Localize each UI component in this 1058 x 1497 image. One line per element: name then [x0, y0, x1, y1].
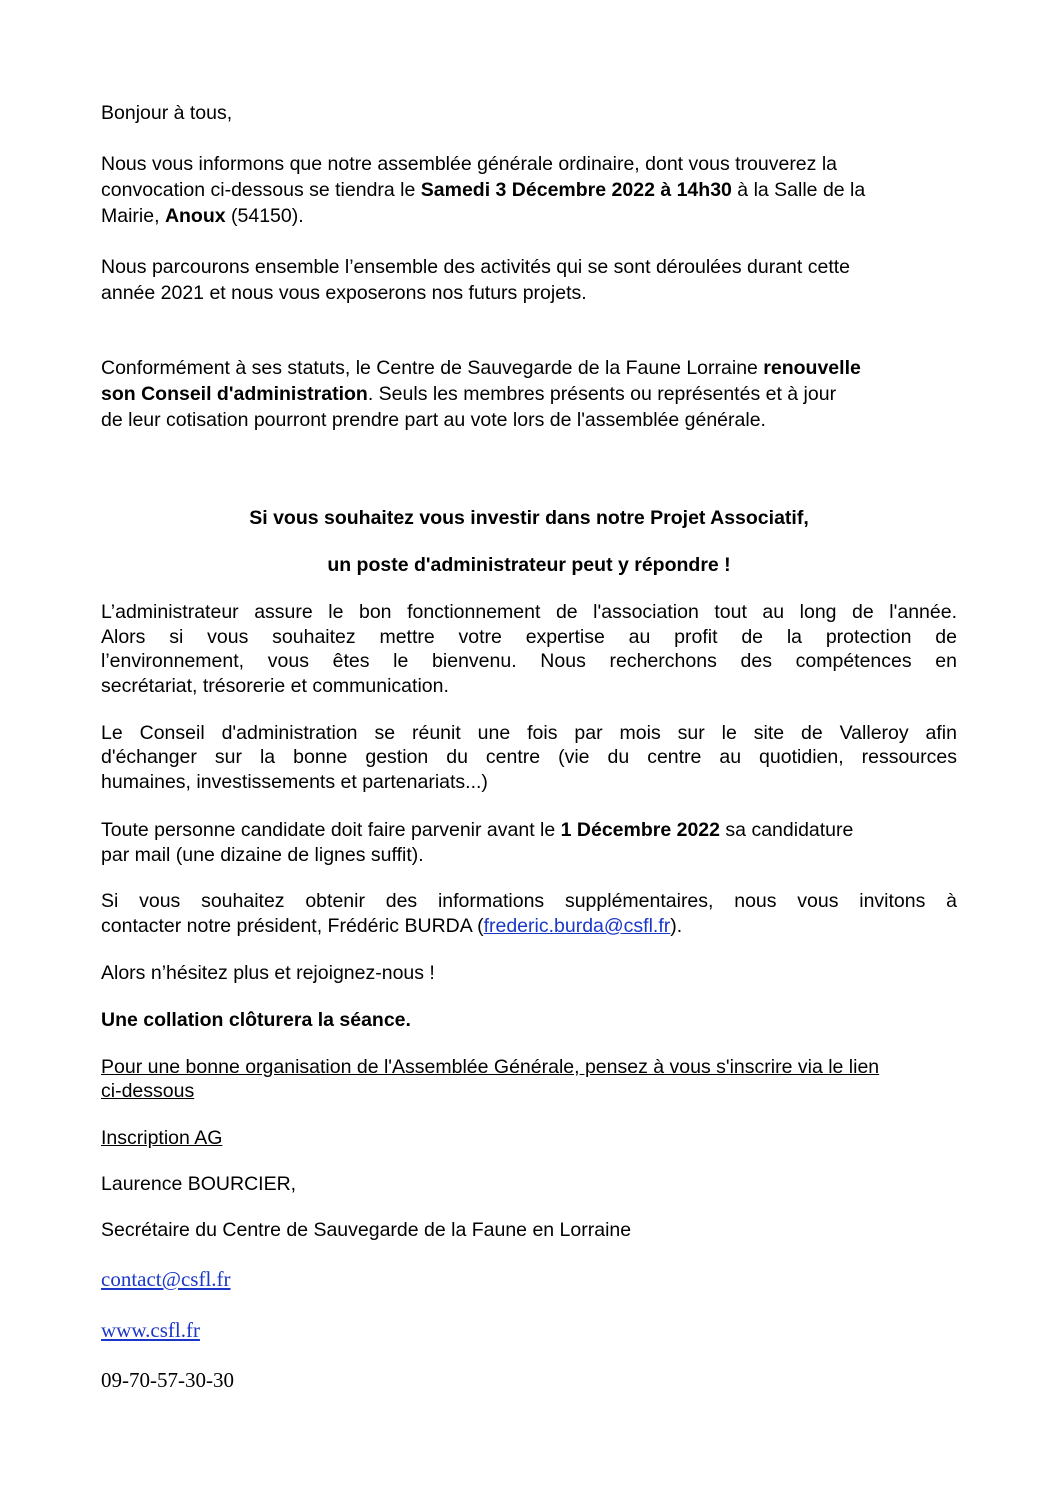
p5-line-2: d'échanger sur la bonne gestion du centre (vie du centre au quotidien, ressources — [101, 746, 957, 768]
p3-text: . Seuls les membres présents ou représentés et à jour — [367, 383, 837, 405]
collation-note: Une collation clôturera la séance. — [101, 1009, 411, 1031]
p6-text: Toute personne candidate doit faire parvenir avant le — [101, 819, 561, 841]
p7-line-1: Si vous souhaitez obtenir des informations supplémentaires, nous vous invitons à — [101, 890, 957, 912]
p3-line-2 — [101, 385, 836, 405]
website-link[interactable]: www.csfl.fr — [101, 1318, 200, 1342]
p4-line-3: l’environnement, vous êtes le bienvenu. Nous recherchons des compétences en — [101, 650, 957, 672]
p2-line-1: Nous parcourons ensemble l’ensemble des activités qui se sont déroulées durant cette — [101, 256, 851, 278]
p6-line-1 — [101, 821, 853, 841]
p4-line-2: Alors si vous souhaitez mettre votre expertise au profit de la protection de — [101, 626, 957, 648]
p9 — [101, 1011, 411, 1031]
p4-line-1: L’administrateur assure le bon fonctionnement de l'association tout au long de l'année. — [101, 601, 957, 623]
p3-bold: renouvelle — [763, 357, 861, 379]
p7-text: contacter notre président, Frédéric BURDA ( — [101, 915, 484, 937]
meeting-town: Anoux — [164, 205, 226, 227]
inscription-link[interactable]: Inscription AG — [101, 1127, 223, 1149]
p1-text: convocation ci-dessous se tiendra le — [101, 179, 421, 201]
p5-line-1: Le Conseil d'administration se réunit une fois par mois sur le site de Valleroy afin — [101, 722, 957, 744]
p10-line-2[interactable]: ci-dessous — [101, 1080, 195, 1102]
deadline-date: 1 Décembre 2022 — [560, 819, 721, 841]
p3-bold: son Conseil d'administration — [101, 383, 368, 405]
p1-text: à la Salle de la — [731, 179, 866, 201]
p1-line-1: Nous vous informons que notre assemblée générale ordinaire, dont vous trouverez la — [101, 153, 838, 175]
president-email-link[interactable]: frederic.burda@csfl.fr — [483, 915, 671, 937]
p1-text: (54150). — [225, 205, 304, 227]
p8: Alors n’hésitez plus et rejoignez-nous ! — [101, 962, 435, 984]
p5-line-3: humaines, investissements et partenariats...) — [101, 771, 488, 793]
meeting-date: Samedi 3 Décembre 2022 à 14h30 — [420, 179, 732, 201]
p1-line-3 — [101, 207, 304, 227]
p7-line-2 — [101, 917, 682, 937]
p10-line-1[interactable]: Pour une bonne organisation de l'Assemblée Générale, pensez à vous s'inscrire via le lien — [101, 1056, 880, 1078]
heading-1: Si vous souhaitez vous investir dans notre Projet Associatif, — [249, 507, 809, 529]
p7-text: ). — [670, 915, 683, 937]
p6-line-2: par mail (une dizaine de lignes suffit). — [101, 844, 424, 866]
p3-text: Conformément à ses statuts, le Centre de Sauvegarde de la Faune Lorraine — [101, 357, 764, 379]
p3-line-1 — [101, 359, 861, 379]
contact-email-link[interactable]: contact@csfl.fr — [101, 1267, 231, 1291]
signature-title: Secrétaire du Centre de Sauvegarde de la Faune en Lorraine — [101, 1219, 632, 1241]
p1-line-2 — [101, 181, 865, 201]
p3-line-3: de leur cotisation pourront prendre part au vote lors de l'assemblée générale. — [101, 409, 766, 431]
p1-text: Mairie, — [101, 205, 165, 227]
p4-line-4: secrétariat, trésorerie et communication. — [101, 675, 449, 697]
heading-2: un poste d'administrateur peut y répondre ! — [327, 554, 731, 576]
p6-text: sa candidature — [720, 819, 854, 841]
p2-line-2: année 2021 et nous vous exposerons nos futurs projets. — [101, 282, 587, 304]
greeting: Bonjour à tous, — [101, 102, 233, 124]
signature-name: Laurence BOURCIER, — [101, 1173, 297, 1195]
phone-number: 09-70-57-30-30 — [101, 1368, 234, 1392]
